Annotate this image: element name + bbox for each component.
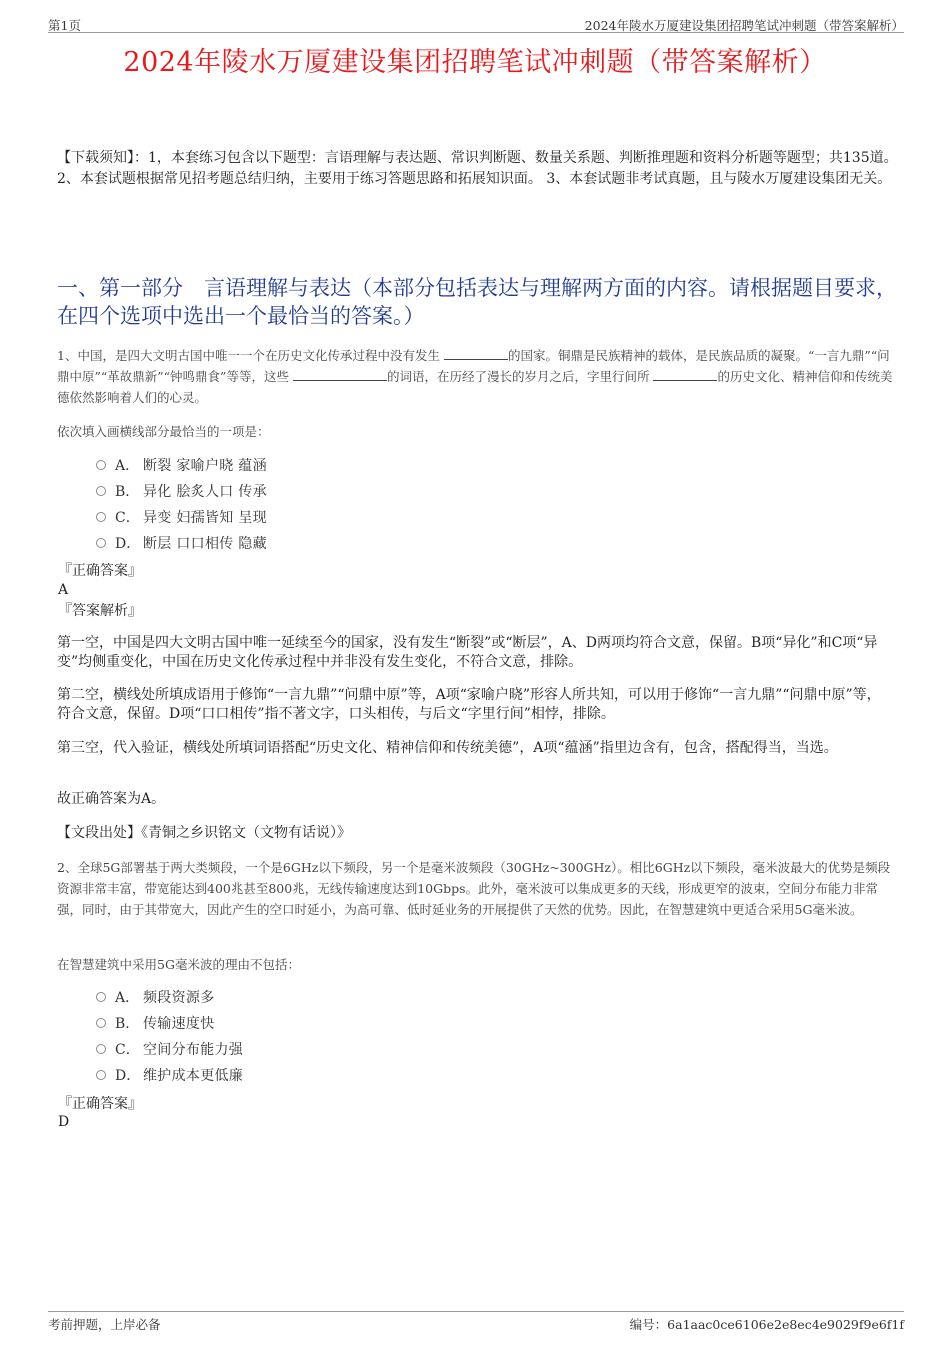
document-title: 2024年陵水万厦建设集团招聘笔试冲刺题（带答案解析） (123, 47, 827, 78)
header-doc-title: 2024年陵水万厦建设集团招聘笔试冲刺题（带答案解析） (584, 18, 904, 33)
footer-doc-id: 编号：6a1aac0ce6106e2e8ec4e9029f9e6f1f (629, 1317, 904, 1332)
q1-stem-part-4: 的历史文化、精神信仰和传统美德依然影响着人们的心灵。 (57, 369, 893, 405)
q2-option-c[interactable]: C． 空间分布能力强 (96, 1037, 243, 1063)
q1-source: 【文段出处】《青铜之乡识铭文（文物有话说）》 (57, 825, 351, 841)
q2-prompt: 在智慧建筑中采用5G毫米波的理由不包括： (57, 957, 300, 972)
download-notice: 【下载须知】：1，本套练习包含以下题型：言语理解与表达题、常识判断题、数量关系题、判断推理题和资料分析题等题型；共135道。 2、本套试题根据常见招考题总结归纳，主要用于练习答题思路和拓展知识面。 3、本套试题非考试真题，且与陵水万厦建设集团无关。 (57, 150, 898, 187)
q1-answer: A (58, 582, 69, 598)
radio-icon[interactable] (96, 512, 106, 522)
page-header (48, 12, 904, 33)
radio-icon[interactable] (96, 1070, 106, 1080)
page-number: 第1页 (48, 18, 81, 33)
q2-option-d[interactable]: D． 维护成本更低廉 (96, 1063, 243, 1089)
radio-icon[interactable] (96, 538, 106, 548)
q1-answer-label: 『正确答案』 (58, 563, 142, 579)
q1-option-c[interactable]: C． 异变 妇孺皆知 呈现 (96, 505, 267, 531)
q1-stem-part-3: 的词语，在历经了漫长的岁月之后，字里行间所 (386, 369, 650, 384)
q2-answer-label: 『正确答案』 (58, 1096, 142, 1112)
q2-answer: D (58, 1114, 70, 1130)
radio-icon[interactable] (96, 992, 106, 1002)
footer-slogan: 考前押题，上岸必备 (48, 1317, 161, 1332)
q1-analysis-conclusion: 故正确答案为A。 (57, 791, 166, 807)
q2-option-a[interactable]: A． 频段资源多 (96, 985, 243, 1011)
q1-analysis-label: 『答案解析』 (58, 603, 142, 619)
q1-prompt: 依次填入画横线部分最恰当的一项是： (57, 424, 270, 439)
q1-blank-2 (293, 367, 387, 381)
q2-option-b[interactable]: B． 传输速度快 (96, 1011, 243, 1037)
q2-options (96, 985, 243, 1089)
question-1-stem (57, 345, 902, 408)
q1-analysis-paragraph: 第二空，横线处所填成语用于修饰“一言九鼎”“问鼎中原”等，A项“家喻户晓”形容人所共知，可以用于修饰“一言九鼎”“问鼎中原”等，符合文意，保留。D项“口口相传”指不著文字，口头相传，与后文“字里行间”相悖，排除。 (57, 687, 881, 722)
q1-option-d[interactable]: D． 断层 口口相传 隐藏 (96, 531, 267, 557)
q1-options (96, 453, 267, 557)
q1-option-b[interactable]: B． 异化 脍炙人口 传承 (96, 479, 267, 505)
radio-icon[interactable] (96, 460, 106, 470)
q1-stem-part-1: 1、中国，是四大文明古国中唯一一个在历史文化传承过程中没有发生 (57, 348, 440, 363)
radio-icon[interactable] (96, 1044, 106, 1054)
q1-blank-1 (444, 346, 508, 360)
q1-option-a[interactable]: A． 断裂 家喻户晓 蕴涵 (96, 453, 267, 479)
q1-analysis-paragraph: 第一空，中国是四大文明古国中唯一延续至今的国家，没有发生“断裂”或“断层”，A、D两项均符合文意，保留。B项“异化”和C项“异变”均侧重变化，中国在历史文化传承过程中并非没有发生变化，不符合文意，排除。 (57, 635, 878, 670)
page-footer (48, 1311, 904, 1332)
radio-icon[interactable] (96, 486, 106, 496)
section-heading: 一、第一部分 言语理解与表达（本部分包括表达与理解两方面的内容。请根据题目要求，在四个选项中选出一个最恰当的答案。） (57, 276, 897, 328)
radio-icon[interactable] (96, 1018, 106, 1028)
q1-blank-3 (653, 367, 717, 381)
question-2-stem: 2、全球5G部署基于两大类频段，一个是6GHz以下频段，另一个是毫米波频段（30GHz~300GHz）。相比6GHz以下频段，毫米波最大的优势是频段资源非常丰富，带宽能达到400兆甚至800兆，无线传输速度达到10Gbps。此外，毫米波可以集成更多的天线，形成更窄的波束，空间分布能力非常强，同时，由于其带宽大，因此产生的空口时延小，为高可靠、低时延业务的开展提供了天然的优势。因此，在智慧建筑中更适合采用5G毫米波。 (57, 860, 891, 917)
q1-analysis-paragraph: 第三空，代入验证，横线处所填词语搭配“历史文化、精神信仰和传统美德”，A项“蕴涵”指里边含有，包含，搭配得当，当选。 (57, 740, 838, 756)
q1-stem-part-2: 的国家。铜鼎是民族精神的载体，是民族品质的凝聚。“一言九鼎”“问鼎中原”“革故鼎新”“钟鸣鼎食”等等，这些 (57, 348, 890, 384)
